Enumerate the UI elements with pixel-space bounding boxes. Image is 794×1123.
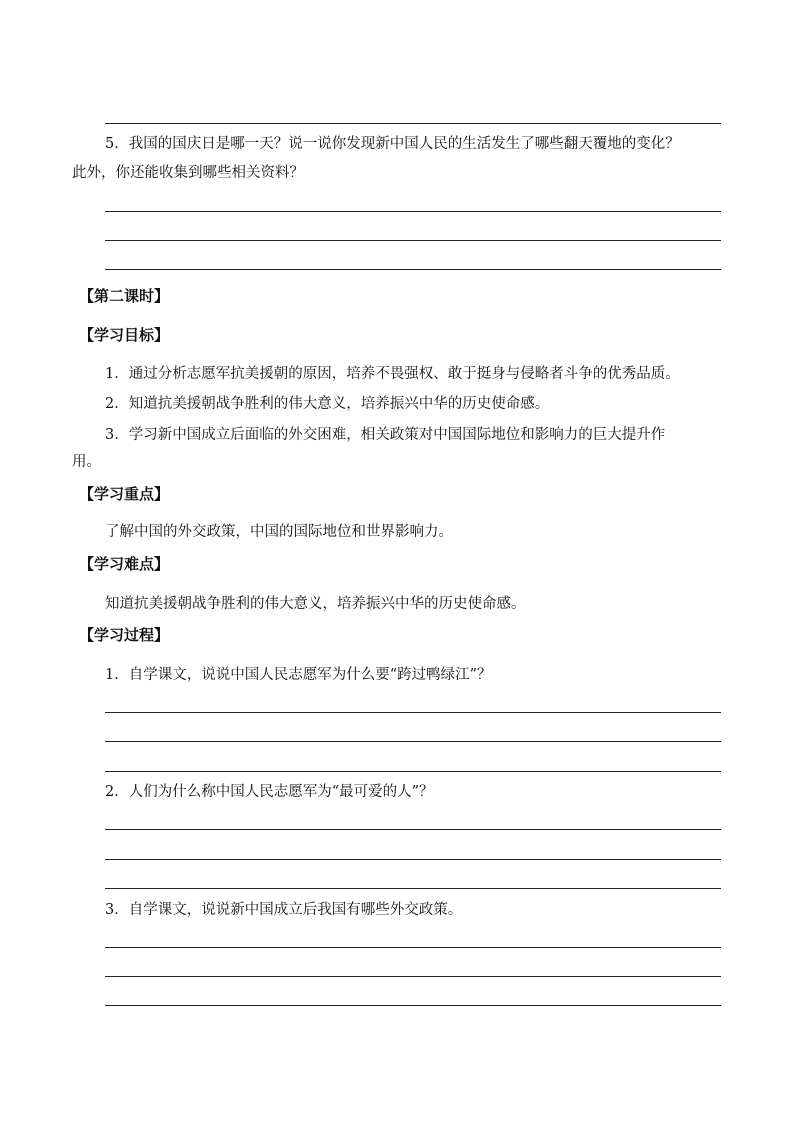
objective-item: 用。 xyxy=(72,454,101,470)
answer-line xyxy=(105,1005,721,1006)
answer-line xyxy=(105,211,721,212)
difficulties-text: 知道抗美援朝战争胜利的伟大意义，培养振兴中华的历史使命感。 xyxy=(105,596,526,612)
answer-line xyxy=(105,888,721,889)
answer-line xyxy=(105,123,721,124)
answer-line xyxy=(105,269,721,270)
lesson-title: 【第二课时】 xyxy=(79,287,170,305)
answer-line xyxy=(105,947,721,948)
key-points-text: 了解中国的外交政策，中国的国际地位和世界影响力。 xyxy=(105,524,453,540)
question-5-line-1: 5．我国的国庆日是哪一天？说一说你发现新中国人民的生活发生了哪些翻天覆地的变化？ xyxy=(105,136,680,152)
objective-item: 1．通过分析志愿军抗美援朝的原因，培养不畏强权、敢于挺身与侵略者斗争的优秀品质。 xyxy=(105,366,680,382)
answer-line xyxy=(105,771,721,772)
key-points-heading: 【学习重点】 xyxy=(79,485,170,503)
difficulties-heading: 【学习难点】 xyxy=(79,555,170,573)
objective-item: 2．知道抗美援朝战争胜利的伟大意义，培养振兴中华的历史使命感。 xyxy=(105,396,550,412)
process-question: 2．人们为什么称中国人民志愿军为“最可爱的人”？ xyxy=(105,784,434,800)
process-question: 1．自学课文，说说中国人民志愿军为什么要“跨过鸭绿江”？ xyxy=(105,667,492,683)
process-question: 3．自学课文，说说新中国成立后我国有哪些外交政策。 xyxy=(105,902,463,918)
answer-line xyxy=(105,741,721,742)
question-5-line-2: 此外，你还能收集到哪些相关资料？ xyxy=(72,165,304,181)
answer-line xyxy=(105,829,721,830)
objectives-heading: 【学习目标】 xyxy=(79,326,170,344)
answer-line xyxy=(105,240,721,241)
answer-line xyxy=(105,976,721,977)
answer-line xyxy=(105,859,721,860)
process-heading: 【学习过程】 xyxy=(79,626,170,644)
answer-line xyxy=(105,712,721,713)
objective-item: 3．学习新中国成立后面临的外交困难，相关政策对中国国际地位和影响力的巨大提升作 xyxy=(105,427,666,443)
